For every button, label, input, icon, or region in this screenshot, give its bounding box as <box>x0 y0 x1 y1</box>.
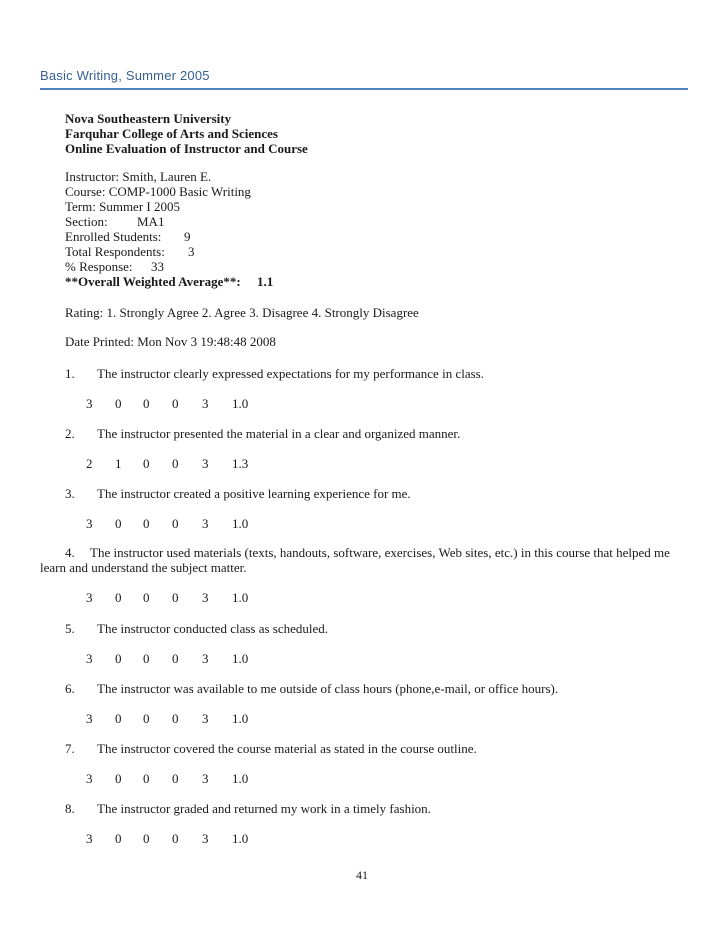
question-text: The instructor conducted class as scheduled. <box>97 621 329 636</box>
score-value: 0 <box>143 590 150 605</box>
evaluation-title: Online Evaluation of Instructor and Course <box>65 141 308 156</box>
enrolled-value: 9 <box>184 229 191 244</box>
rating-scale: Rating: 1. Strongly Agree 2. Agree 3. Disagree 4. Strongly Disagree <box>65 305 419 320</box>
score-value: 3 <box>202 396 209 411</box>
score-value: 0 <box>115 590 122 605</box>
question-text-continued: learn and understand the subject matter. <box>40 560 247 575</box>
score-value: 0 <box>143 831 150 846</box>
question-number: 8. <box>65 801 75 816</box>
score-value: 1.3 <box>232 456 249 471</box>
score-value: 0 <box>172 831 179 846</box>
question-text: The instructor clearly expressed expectations for my performance in class. <box>97 366 484 381</box>
score-value: 1 <box>115 456 122 471</box>
page-number: 41 <box>356 868 368 882</box>
date-printed: Date Printed: Mon Nov 3 19:48:48 2008 <box>65 334 276 349</box>
question-number: 6. <box>65 681 75 696</box>
question-text: The instructor covered the course material as stated in the course outline. <box>97 741 477 756</box>
score-value: 1.0 <box>232 771 249 786</box>
instructor-line: Instructor: Smith, Lauren E. <box>65 169 212 184</box>
response-label: % Response: <box>65 259 133 274</box>
course-line: Course: COMP-1000 Basic Writing <box>65 184 251 199</box>
score-value: 3 <box>86 516 93 531</box>
score-value: 0 <box>172 651 179 666</box>
score-value: 3 <box>202 771 209 786</box>
question-text: The instructor used materials (texts, handouts, software, exercises, Web sites, etc.) in this course that helped me <box>90 545 670 560</box>
section-label: Section: <box>65 214 108 229</box>
term-line: Term: Summer I 2005 <box>65 199 180 214</box>
score-value: 3 <box>202 651 209 666</box>
question-number: 7. <box>65 741 75 756</box>
score-value: 0 <box>143 711 150 726</box>
score-value: 1.0 <box>232 396 249 411</box>
question-number: 5. <box>65 621 75 636</box>
score-value: 0 <box>115 651 122 666</box>
score-value: 0 <box>143 456 150 471</box>
score-value: 3 <box>86 711 93 726</box>
score-value: 0 <box>115 771 122 786</box>
score-value: 0 <box>115 516 122 531</box>
score-value: 3 <box>86 396 93 411</box>
score-value: 0 <box>172 396 179 411</box>
score-value: 0 <box>172 771 179 786</box>
overall-average-value: 1.1 <box>257 274 274 289</box>
question-text: The instructor graded and returned my work in a timely fashion. <box>97 801 431 816</box>
score-value: 1.0 <box>232 711 249 726</box>
question-text: The instructor was available to me outside of class hours (phone,e-mail, or office hours). <box>97 681 559 696</box>
score-value: 2 <box>86 456 93 471</box>
score-value: 0 <box>172 590 179 605</box>
university-name: Nova Southeastern University <box>65 111 232 126</box>
score-value: 3 <box>202 516 209 531</box>
question-number: 1. <box>65 366 75 381</box>
score-value: 0 <box>143 396 150 411</box>
enrolled-label: Enrolled Students: <box>65 229 162 244</box>
score-value: 3 <box>86 771 93 786</box>
question-number: 2. <box>65 426 75 441</box>
score-value: 0 <box>143 771 150 786</box>
score-value: 3 <box>202 456 209 471</box>
score-value: 3 <box>86 651 93 666</box>
college-name: Farquhar College of Arts and Sciences <box>65 126 278 141</box>
score-value: 0 <box>115 831 122 846</box>
score-value: 3 <box>202 831 209 846</box>
question-text: The instructor presented the material in a clear and organized manner. <box>97 426 461 441</box>
score-value: 0 <box>172 456 179 471</box>
overall-average-label: **Overall Weighted Average**: <box>65 274 241 289</box>
question-number: 4. <box>65 545 75 560</box>
score-value: 3 <box>86 590 93 605</box>
score-value: 0 <box>143 651 150 666</box>
score-value: 1.0 <box>232 651 249 666</box>
score-value: 3 <box>86 831 93 846</box>
respondents-value: 3 <box>188 244 195 259</box>
page-header <box>40 66 688 90</box>
score-value: 3 <box>202 590 209 605</box>
score-value: 0 <box>115 396 122 411</box>
score-value: 3 <box>202 711 209 726</box>
respondents-label: Total Respondents: <box>65 244 165 259</box>
question-number: 3. <box>65 486 75 501</box>
score-value: 1.0 <box>232 831 249 846</box>
score-value: 0 <box>143 516 150 531</box>
question-text: The instructor created a positive learning experience for me. <box>97 486 411 501</box>
section-value: MA1 <box>137 214 165 229</box>
score-value: 0 <box>172 516 179 531</box>
response-value: 33 <box>151 259 164 274</box>
score-value: 1.0 <box>232 516 249 531</box>
score-value: 1.0 <box>232 590 249 605</box>
score-value: 0 <box>115 711 122 726</box>
score-value: 0 <box>172 711 179 726</box>
header-title: Basic Writing, Summer 2005 <box>40 68 210 83</box>
